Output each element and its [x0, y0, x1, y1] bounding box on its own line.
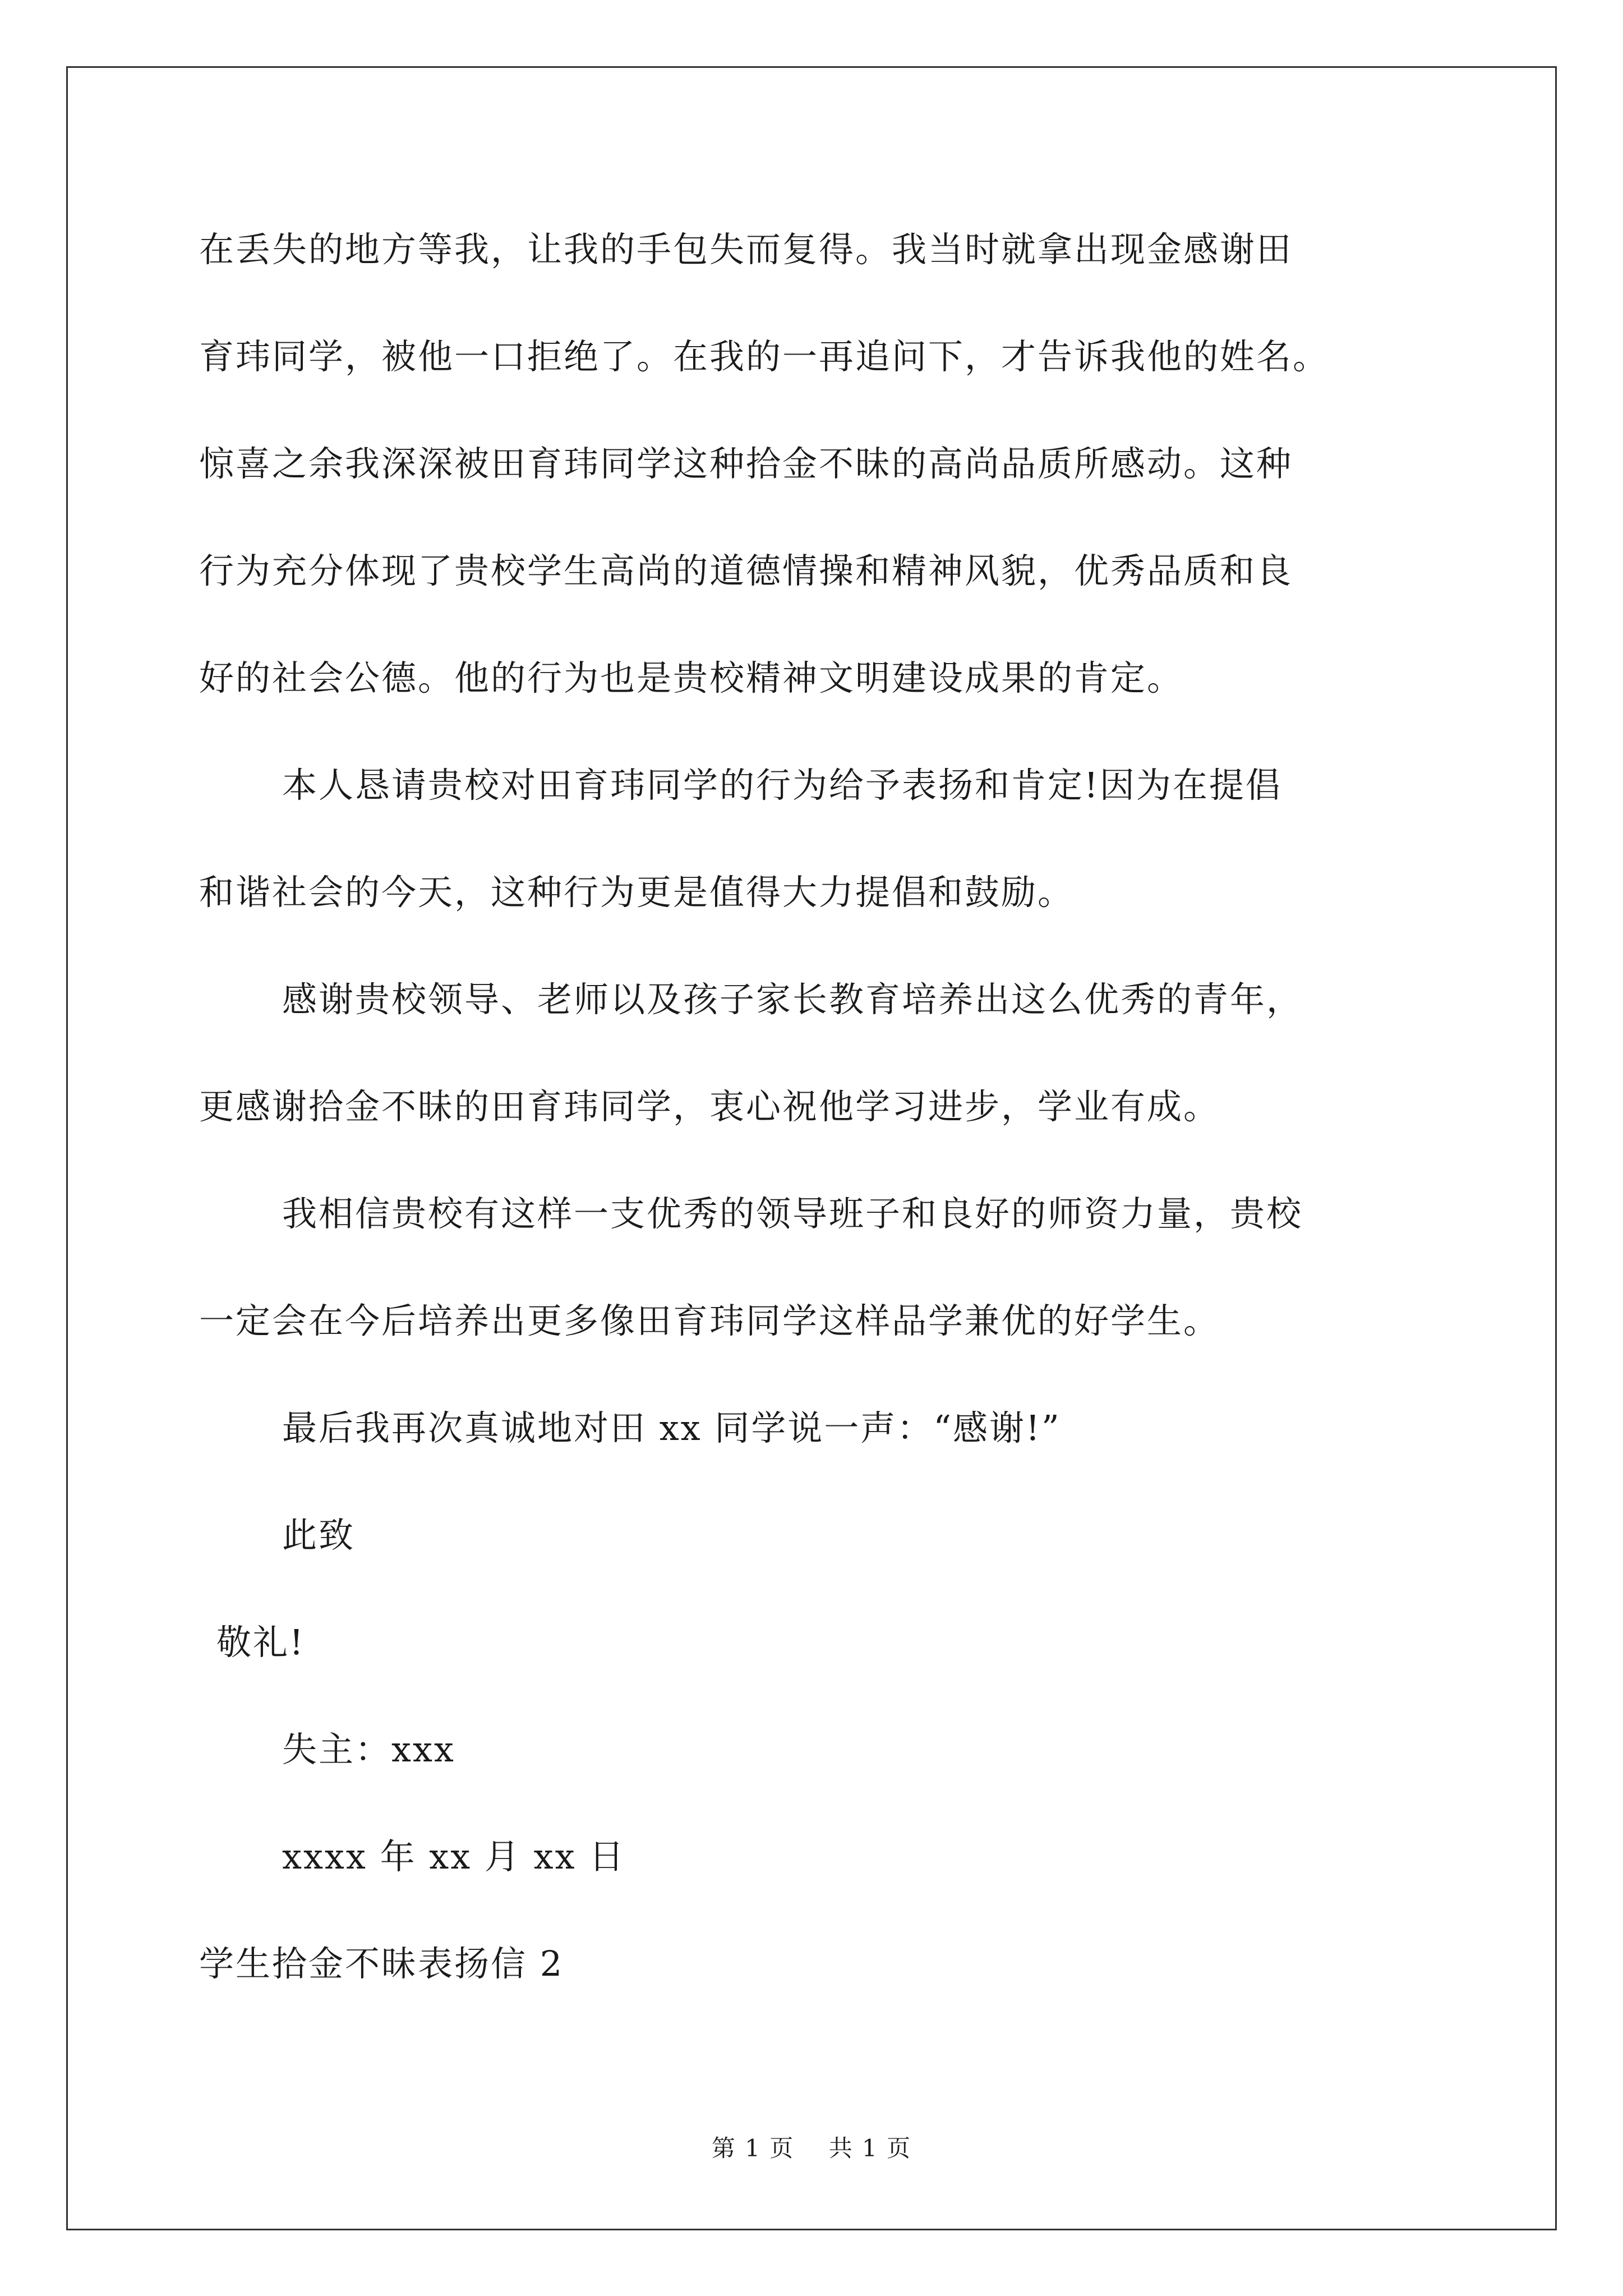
paragraph-belief-line-1: 我相信贵校有这样一支优秀的领导班子和良好的师资力量，贵校: [282, 1193, 1303, 1234]
closing-jingli: 敬礼!: [216, 1622, 305, 1663]
body-line-3: 惊喜之余我深深被田育玮同学这种拾金不昧的高尚品质所感动。这种: [199, 443, 1293, 484]
page-number-footer: 第 1 页 共 1 页: [711, 2134, 912, 2162]
signature-date: xxxx 年 xx 月 xx 日: [282, 1836, 626, 1877]
paragraph-belief-line-2: 一定会在今后培养出更多像田育玮同学这样品学兼优的好学生。: [199, 1300, 1220, 1341]
body-line-4: 行为充分体现了贵校学生高尚的道德情操和精神风貌，优秀品质和良: [199, 550, 1293, 591]
page-border: [66, 66, 1557, 2230]
body-line-2: 育玮同学，被他一口拒绝了。在我的一再追问下，才告诉我他的姓名。: [199, 336, 1330, 377]
paragraph-request-line-1: 本人恳请贵校对田育玮同学的行为给予表扬和肯定!因为在提倡: [282, 765, 1282, 806]
paragraph-thanks-line-2: 更感谢拾金不昧的田育玮同学，衷心祝他学习进步，学业有成。: [199, 1086, 1220, 1127]
paragraph-thanks-line-1: 感谢贵校领导、老师以及孩子家长教育培养出这么优秀的青年，: [282, 979, 1303, 1020]
signature-owner: 失主：xxx: [282, 1729, 455, 1770]
paragraph-request-line-2: 和谐社会的今天，这种行为更是值得大力提倡和鼓励。: [199, 872, 1075, 913]
next-section-title: 学生拾金不昧表扬信 2: [199, 1943, 564, 1984]
body-line-1: 在丢失的地方等我，让我的手包失而复得。我当时就拿出现金感谢田: [199, 229, 1293, 270]
closing-cizhi: 此致: [282, 1515, 356, 1556]
body-line-5: 好的社会公德。他的行为也是贵校精神文明建设成果的肯定。: [199, 657, 1184, 698]
closing-thanks: 最后我再次真诚地对田 xx 同学说一声：“感谢!”: [282, 1407, 1061, 1448]
